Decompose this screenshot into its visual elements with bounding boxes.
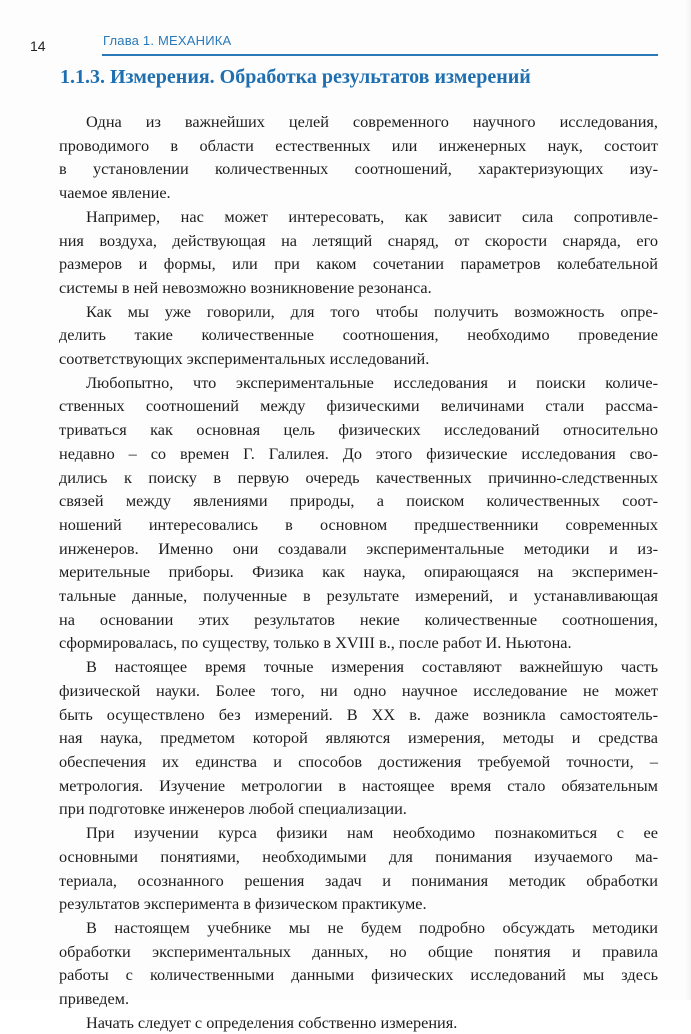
text-line: основными понятиями, необходимыми для понимания изучаемого ма- xyxy=(59,846,658,866)
header-rule xyxy=(102,54,658,56)
text-line: результатов эксперимента в физическом практикуме. xyxy=(59,894,427,914)
text-line: физической науки. Более того, ни одно научное исследование не может xyxy=(59,680,658,700)
text-line: Начать следует с определения собственно измерения. xyxy=(86,1012,458,1032)
text-line: соответствующих экспериментальных исследований. xyxy=(59,349,430,369)
body-text xyxy=(59,110,658,1034)
text-line: делить такие количественные соотношения, необходимо проведение xyxy=(59,325,658,345)
chapter-header: Глава 1. МЕХАНИКА xyxy=(103,33,232,48)
text-line: дились к поиску в первую очередь качественных причинно-следственных xyxy=(59,467,658,487)
paragraph xyxy=(59,205,658,300)
text-line: Как мы уже говорили, для того чтобы получить возможность опре- xyxy=(86,301,658,321)
paragraph xyxy=(59,916,658,1011)
paragraph xyxy=(59,655,658,821)
text-line: тальные данные, полученные в результате измерений, и устанавливающая xyxy=(59,586,658,606)
text-line: связей между явлениями природы, а поиском количественных соот- xyxy=(59,491,658,511)
text-line: в установлении количественных соотношений, характеризующих изу- xyxy=(59,159,658,179)
text-line: Например, нас может интересовать, как зависит сила сопротивле- xyxy=(86,206,658,226)
text-line: на основании этих результатов некие количественные соотношения, xyxy=(59,609,658,629)
text-line: В настоящем учебнике мы не будем подробно обсуждать методики xyxy=(86,917,658,937)
text-line: Любопытно, что экспериментальные исследования и поиски количе- xyxy=(86,372,658,392)
text-line: ния воздуха, действующая на летящий снаряд, от скорости снаряда, его xyxy=(59,230,658,250)
paragraph xyxy=(59,371,658,655)
text-line: При изучении курса физики нам необходимо познакомиться с ее xyxy=(86,823,658,843)
text-line: мерительные приборы. Физика как наука, опирающаяся на эксперимен- xyxy=(59,562,658,582)
text-line: сформировалась, по существу, только в XVIII в., после работ И. Ньютона. xyxy=(59,633,572,653)
text-line: недавно – со времен Г. Галилея. До этого физические исследования сво- xyxy=(59,443,658,463)
text-line: системы в ней невозможно возникновение резонанса. xyxy=(59,277,432,297)
page-number: 14 xyxy=(30,38,46,54)
text-line: размеров и формы, или при каком сочетании параметров колебательной xyxy=(59,254,658,274)
paragraph xyxy=(59,110,658,205)
text-line: метрология. Изучение метрологии в настоящее время стало обязательным xyxy=(59,775,658,795)
text-line: работы с количественными данными физических исследований мы здесь xyxy=(59,965,658,985)
paragraph xyxy=(59,821,658,916)
text-line: проводимого в области естественных или инженерных наук, состоит xyxy=(59,135,658,155)
section-title: 1.1.3. Измерения. Обработка результатов измерений xyxy=(60,66,531,88)
text-line: быть осуществлено без измерений. В XX в. даже возникла самостоятель- xyxy=(59,704,658,724)
text-line: при подготовке инженеров любой специализации. xyxy=(59,799,407,819)
text-line: обработки экспериментальных данных, но общие понятия и правила xyxy=(59,941,658,961)
text-line: чаемое явление. xyxy=(59,183,171,203)
page-edge-shadow xyxy=(685,0,691,1000)
text-line: ношений интересовались в основном предшественники современных xyxy=(59,514,658,534)
text-line: обеспечения их единства и способов достижения требуемой точности, – xyxy=(59,751,658,771)
text-line: триваться как основная цель физических исследований относительно xyxy=(59,420,658,440)
text-line: приведем. xyxy=(59,989,130,1009)
text-line: ственных соотношений между физическими величинами стали рассма- xyxy=(59,396,658,416)
text-line: ная наука, предметом которой являются измерения, методы и средства xyxy=(59,728,658,748)
text-line: В настоящее время точные измерения составляют важнейшую часть xyxy=(86,657,658,677)
paragraph xyxy=(59,300,658,371)
paragraph xyxy=(59,1011,658,1034)
text-line: Одна из важнейших целей современного научного исследования, xyxy=(86,112,658,131)
text-line: териала, осознанного решения задач и понимания методик обработки xyxy=(59,870,658,890)
text-line: инженеров. Именно они создавали экспериментальные методики и из- xyxy=(59,538,658,558)
